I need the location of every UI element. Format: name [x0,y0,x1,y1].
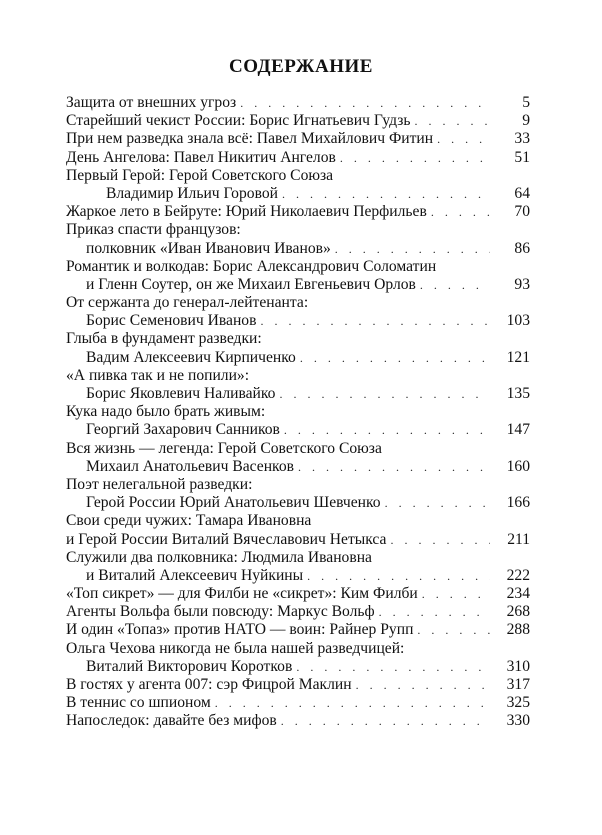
toc-entry [66,203,530,221]
toc-entry-text: Напоследок: давайте без мифов [66,712,277,730]
toc-entry [66,240,530,258]
toc-entry [66,385,530,403]
dot-leader [420,276,490,294]
toc-entry [66,112,530,130]
dot-leader [379,603,490,621]
toc-entry-text: Агенты Вольфа были повсюду: Маркус Вольф [66,603,375,621]
dot-leader [340,149,490,167]
toc-entry-text: От сержанта до генерал-лейтенанта: [66,294,309,312]
toc-page-number: 268 [506,603,530,621]
dot-leader [281,712,490,730]
toc-entry-text: День Ангелова: Павел Никитич Ангелов [66,148,336,166]
toc-entry-text: Георгий Захарович Санников [86,421,280,439]
toc-page-number: 310 [506,657,530,675]
toc-page-number: 160 [506,457,530,475]
toc-page-number: 330 [506,712,530,730]
toc-entry-text: и Герой России Виталий Вячеславович Нетыкса [66,530,387,548]
toc-entry-text: Борис Семенович Иванов [86,312,257,330]
toc-entry [66,603,530,621]
toc-entry [66,512,530,530]
toc-entry-text: полковник «Иван Иванович Иванов» [86,239,331,257]
toc-entry-text: Глыба в фундамент разведки: [66,330,262,348]
dot-leader [437,130,490,148]
toc-entry [66,421,530,439]
toc-entry [66,494,530,512]
toc-entry-text: Защита от внешних угроз [66,94,237,111]
toc-entry [66,276,530,294]
toc-entry-text: Михаил Анатольевич Васенков [86,457,294,475]
toc-page-number: 121 [506,348,530,366]
toc-entry [66,130,530,148]
dot-leader [356,676,490,694]
toc-entry-text: Кука надо было брать живым: [66,403,266,421]
toc-entry [66,349,530,367]
dot-leader [282,185,490,203]
toc-entry-text: Вадим Алексеевич Кирпиченко [86,348,296,366]
table-of-contents [66,94,530,731]
toc-entry [66,294,530,312]
toc-page-number: 70 [514,203,530,221]
dot-leader [417,621,490,639]
toc-page-number: 288 [506,621,530,639]
toc-entry [66,149,530,167]
toc-entry [66,712,530,730]
toc-page-number: 64 [514,184,530,202]
toc-entry [66,440,530,458]
toc-entry-text: «А пивка так и не попили»: [66,366,250,384]
toc-entry-text: Владимир Ильич Горовой [106,184,278,202]
toc-entry [66,476,530,494]
toc-entry [66,621,530,639]
toc-page-number: 135 [506,385,530,402]
toc-entry-text: Виталий Викторович Коротков [86,657,293,675]
toc-page-number: 325 [506,694,530,712]
toc-page-number: 211 [507,530,530,548]
toc-entry [66,585,530,603]
dot-leader [284,421,490,439]
toc-entry-text: и Гленн Соутер, он же Михаил Евгеньевич Орлов [86,275,416,293]
toc-page-number: 51 [514,148,530,166]
toc-page-number: 103 [506,312,530,330]
toc-entry-text: Поэт нелегальной разведки: [66,475,253,493]
toc-entry [66,185,530,203]
dot-leader [260,312,490,330]
dot-leader [279,385,490,403]
toc-entry-text: Первый Герой: Герой Советского Союза [66,166,334,184]
toc-entry-text: Жаркое лето в Бейруте: Юрий Николаевич Перфильев [66,203,427,221]
toc-page-number: 86 [514,239,530,257]
toc-entry [66,221,530,239]
toc-entry [66,640,530,658]
toc-entry [66,367,530,385]
dot-leader [215,694,490,712]
toc-entry [66,676,530,694]
dot-leader [240,94,490,112]
toc-entry [66,531,530,549]
toc-page-number: 93 [514,275,530,293]
dot-leader [415,112,491,130]
toc-page-number: 9 [522,112,530,130]
toc-page-number: 5 [522,94,530,111]
toc-entry-text: В теннис со шпионом [66,694,211,712]
toc-entry-text: Вся жизнь — легенда: Герой Советского Союза [66,439,382,457]
toc-entry-text: и Виталий Алексеевич Нуйкины [86,566,304,584]
toc-entry [66,694,530,712]
toc-entry-text: «Топ сикрет» — для Филби не «сикрет»: Ким Филби [66,585,418,603]
dot-leader [385,494,490,512]
toc-page-number: 166 [506,494,530,512]
toc-page-number: 317 [506,676,530,693]
toc-entry [66,94,530,112]
dot-leader [335,240,490,258]
toc-entry-text: И один «Топаз» против НАТО — воин: Райнер Рупп [66,621,414,639]
toc-entry [66,258,530,276]
toc-entry [66,458,530,476]
dot-leader [300,349,490,367]
toc-page-number: 222 [506,566,530,584]
toc-entry-text: При нем разведка знала всё: Павел Михайлович Фитин [66,130,434,148]
dot-leader [298,458,490,476]
toc-entry [66,549,530,567]
dot-leader [431,203,490,221]
toc-entry [66,403,530,421]
toc-entry-text: Герой России Юрий Анатольевич Шевченко [86,494,381,512]
toc-entry-text: Приказ спасти французов: [66,221,241,239]
toc-entry-text: Старейший чекист России: Борис Игнатьевич Гудзь [66,112,411,130]
toc-entry-text: Служили два полковника: Людмила Ивановна [66,548,372,566]
dot-leader [296,658,490,676]
toc-entry [66,312,530,330]
toc-entry-text: В гостях у агента 007: сэр Фицрой Маклин [66,676,352,693]
toc-entry-text: Ольга Чехова никогда не была нашей разведчицей: [66,639,405,657]
toc-entry [66,658,530,676]
toc-entry-text: Борис Яковлевич Наливайко [86,385,276,402]
toc-entry-text: Романтик и волкодав: Борис Александрович Соломатин [66,257,437,275]
page-title: СОДЕРЖАНИЕ [229,56,373,77]
dot-leader [390,531,490,549]
toc-page-number: 33 [514,130,530,148]
toc-entry [66,567,530,585]
dot-leader [307,567,490,585]
toc-entry-text: Свои среди чужих: Тамара Ивановна [66,512,312,530]
toc-page-number: 147 [506,421,530,439]
toc-page-number: 234 [506,585,530,603]
toc-entry [66,330,530,348]
dot-leader [422,585,490,603]
toc-entry [66,167,530,185]
